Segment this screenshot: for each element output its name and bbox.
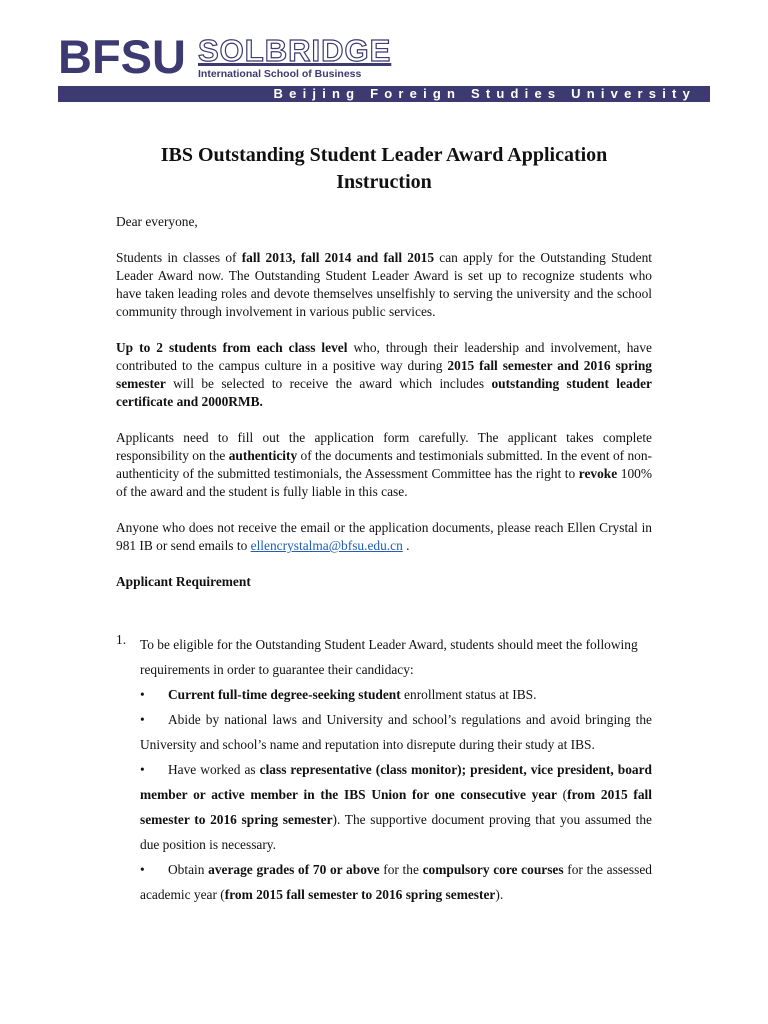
bullet-icon: • [140, 712, 145, 727]
bullet-conduct [140, 707, 652, 757]
text: can apply for the Outstanding Student Leader Award now. The Outstanding Student Leader Award is set up to recognize students who have taken leading roles and devote themselves unselfishly to serving the university and the school community through involvement in various public services. [116, 250, 652, 319]
title-line-2: Instruction [336, 171, 432, 193]
emphasis: fall 2013, fall 2014 and fall 2015 [241, 250, 435, 265]
text: of the documents and testimonials submitted. In the event of non-authenticity of the submitted testimonials, the Assessment Committee has the right to [116, 448, 652, 481]
greeting: Dear everyone, [116, 214, 198, 229]
text: ). [495, 887, 504, 902]
bullet-grades [140, 857, 652, 907]
text: for the [379, 862, 423, 877]
emphasis: 2015 fall semester and 2016 spring semester [116, 358, 652, 391]
logo-subtitle: International School of Business [198, 68, 362, 80]
emphasis: from 2015 fall semester to 2016 spring semester [140, 787, 652, 827]
emphasis: average grades of 70 or above [208, 862, 380, 877]
text: who, through their leadership and involvement, have contributed to the campus culture in a positive way during [116, 340, 652, 373]
text: ). The supportive document proving that you assumed the due position is necessary. [140, 812, 652, 852]
bullet-icon: • [140, 862, 145, 877]
text: . [402, 538, 410, 553]
emphasis: class representative (class monitor); president, vice president, board member or active member in the IBS Union for one consecutive year [140, 762, 652, 802]
bullet-position [140, 757, 652, 857]
requirement-list [116, 632, 652, 907]
paragraph-authenticity [116, 429, 652, 501]
text: Have worked as [168, 762, 260, 777]
document-title [116, 142, 652, 196]
logo-solbridge: SOLBRIDGE [198, 33, 392, 68]
paragraph-eligibility [116, 249, 652, 321]
text: Abide by national laws and University and school’s regulations and avoid bringing the University and school’s name and reputation into disrepute during their study at IBS. [140, 712, 652, 752]
text: Anyone who does not receive the email or the application documents, please reach Ellen Crystal in 981 IB or send emails to [116, 520, 652, 553]
emphasis: compulsory core courses [422, 862, 564, 877]
bullet-enrollment [140, 682, 652, 707]
text: Obtain [168, 862, 209, 877]
item-number: 1. [116, 632, 127, 647]
item-intro: To be eligible for the Outstanding Student Leader Award, students should meet the following requirements in order to guarantee their candidacy: [140, 637, 638, 677]
text: ( [556, 787, 568, 802]
bullet-icon: • [140, 762, 145, 777]
text: 100% of the award and the student is fully liable in this case. [116, 466, 652, 499]
paragraph-award [116, 339, 652, 411]
title-line-1: IBS Outstanding Student Leader Award Application [160, 144, 608, 166]
text: will be selected to receive the award which includes [165, 376, 492, 391]
logo-bfsu: BFSU [58, 30, 186, 83]
section-heading: Applicant Requirement [116, 574, 251, 589]
logo [58, 30, 710, 83]
emphasis: Up to 2 students from each class level [116, 340, 348, 355]
text: Applicants need to fill out the application form carefully. The applicant takes complete responsibility on the [116, 430, 652, 463]
document-body [116, 213, 652, 591]
bullet-icon: • [140, 687, 145, 702]
paragraph-contact [116, 519, 652, 555]
list-item [116, 632, 652, 907]
text: enrollment status at IBS. [400, 687, 537, 702]
logo-solbridge-block [198, 33, 392, 80]
emphasis: Current full-time degree-seeking student [168, 687, 401, 702]
letterhead [58, 30, 710, 101]
emphasis: outstanding student leader certificate and 2000RMB. [116, 376, 652, 409]
email-link[interactable]: ellencrystalma@bfsu.edu.cn [250, 538, 403, 553]
emphasis: revoke [578, 466, 618, 481]
text: for the assessed academic year ( [140, 862, 652, 902]
emphasis: authenticity [228, 448, 298, 463]
university-band: Beijing Foreign Studies University [58, 86, 710, 102]
emphasis: from 2015 fall semester to 2016 spring semester [224, 887, 496, 902]
text: Students in classes of [116, 250, 242, 265]
